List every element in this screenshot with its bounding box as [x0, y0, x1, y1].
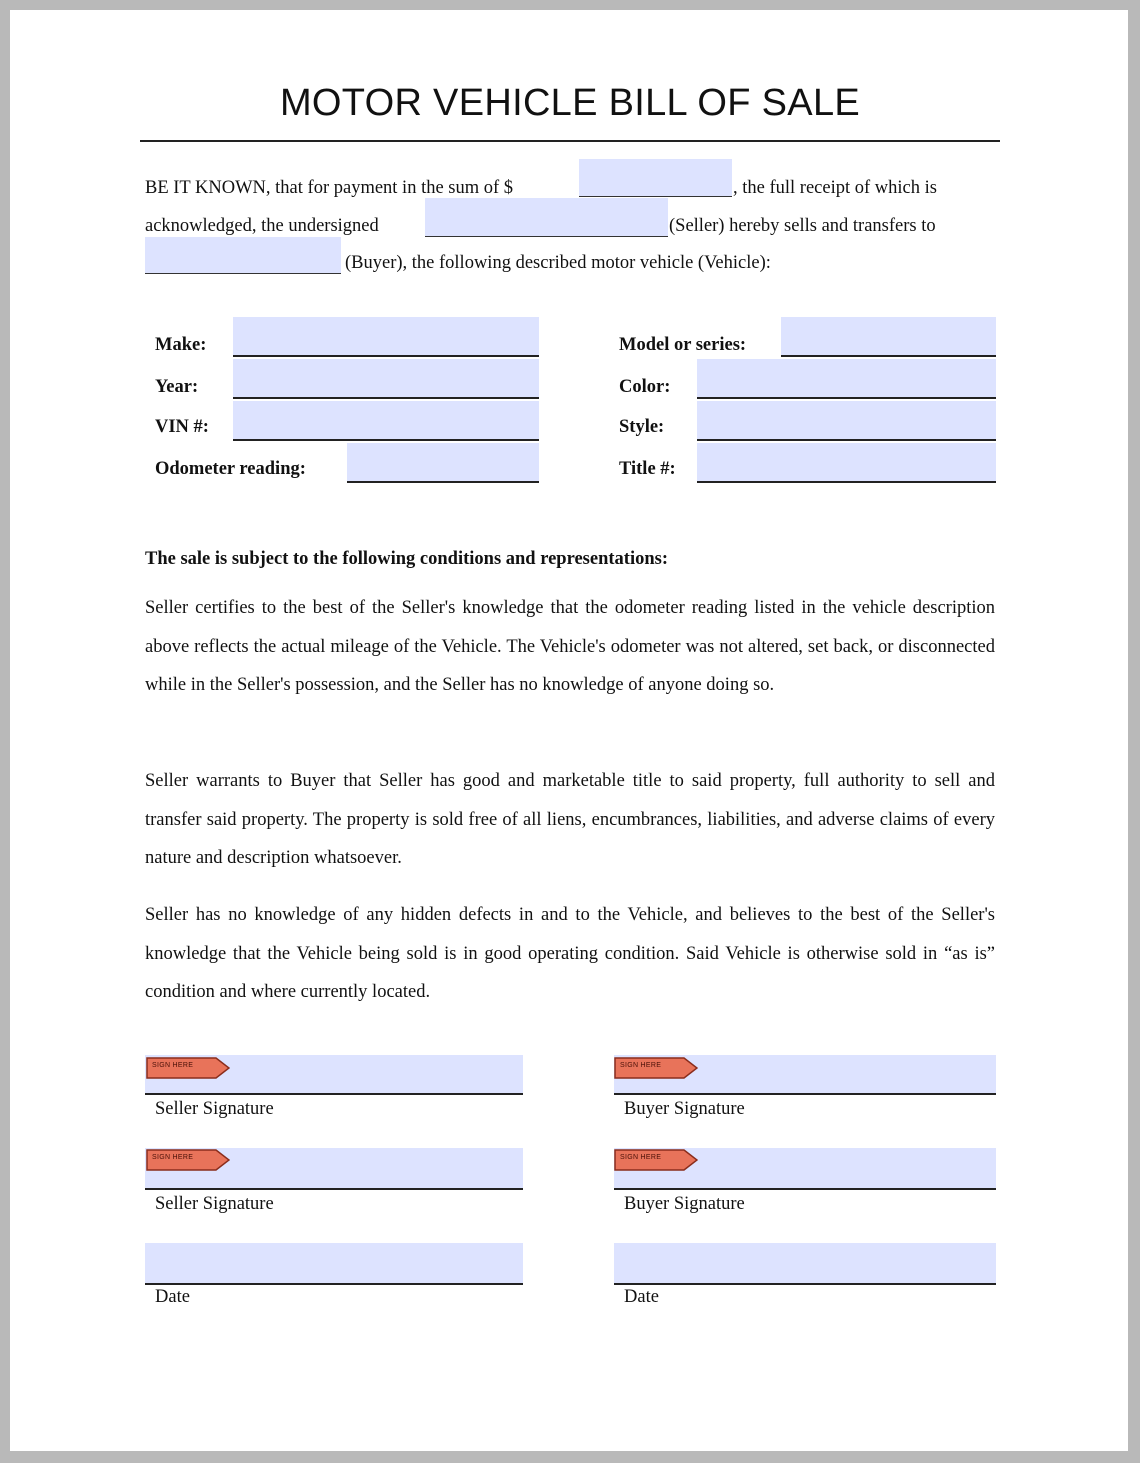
payment-amount-field[interactable]	[579, 159, 732, 197]
year-label: Year:	[155, 377, 199, 397]
title-number-field[interactable]	[697, 443, 996, 483]
style-field[interactable]	[697, 401, 996, 441]
buyer-name-underline	[145, 273, 341, 274]
title-rule	[140, 140, 1000, 142]
seller-name-field[interactable]	[425, 198, 668, 236]
buyer-date-label: Date	[624, 1287, 659, 1307]
sign-here-text: SIGN HERE	[620, 1154, 662, 1161]
payment-amount-underline	[579, 196, 732, 197]
odometer-label: Odometer reading:	[155, 459, 306, 479]
buyer-date-field[interactable]	[614, 1243, 996, 1285]
vin-field[interactable]	[233, 401, 539, 441]
document-title: MOTOR VEHICLE BILL OF SALE	[279, 82, 861, 124]
model-field[interactable]	[781, 317, 996, 357]
title-warranty-paragraph: Seller warrants to Buyer that Seller has good and marketable title to said property, full authority to sell and transfer said property. The property is sold free of all liens, encumbrances, liabilities, and adverse claims of every nature and description whatsoever.	[145, 771, 995, 868]
seller-signature-label-1: Seller Signature	[155, 1099, 274, 1119]
vin-label: VIN #:	[155, 417, 209, 437]
year-field[interactable]	[233, 359, 539, 399]
sign-here-text: SIGN HERE	[620, 1062, 662, 1069]
sign-here-text: SIGN HERE	[152, 1062, 194, 1069]
intro-text-4: (Seller) hereby sells and transfers to	[669, 216, 936, 236]
color-field[interactable]	[697, 359, 996, 399]
intro-text-3: acknowledged, the undersigned	[145, 216, 379, 236]
buyer-signature-label-1: Buyer Signature	[624, 1099, 745, 1119]
seller-name-underline	[425, 236, 668, 237]
condition-paragraph: Seller has no knowledge of any hidden defects in and to the Vehicle, and believes to the best of the Seller's knowledge that the Vehicle being sold is in good operating condition. Said Vehicle is otherwise sold in “as is” condition and where currently located.	[145, 905, 995, 1002]
buyer-signature-label-2: Buyer Signature	[624, 1194, 745, 1214]
conditions-heading: The sale is subject to the following conditions and representations:	[145, 549, 668, 569]
color-label: Color:	[619, 377, 671, 397]
make-label: Make:	[155, 335, 207, 355]
odometer-paragraph: Seller certifies to the best of the Seller's knowledge that the odometer reading listed in the vehicle description above reflects the actual mileage of the Vehicle. The Vehicle's odometer was not altered, set back, or disconnected while in the Seller's possession, and the Seller has no knowledge of anyone doing so.	[145, 598, 995, 695]
make-field[interactable]	[233, 317, 539, 357]
intro-text-2: , the full receipt of which is	[733, 178, 937, 198]
seller-date-field[interactable]	[145, 1243, 523, 1285]
sign-here-text: SIGN HERE	[152, 1154, 194, 1161]
odometer-field[interactable]	[347, 443, 539, 483]
model-label: Model or series:	[619, 335, 747, 355]
title-number-label: Title #:	[619, 459, 676, 479]
buyer-name-field[interactable]	[145, 237, 341, 273]
intro-text-5: (Buyer), the following described motor vehicle (Vehicle):	[345, 253, 771, 273]
style-label: Style:	[619, 417, 665, 437]
seller-signature-label-2: Seller Signature	[155, 1194, 274, 1214]
intro-text-1: BE IT KNOWN, that for payment in the sum of $	[145, 178, 514, 198]
seller-date-label: Date	[155, 1287, 190, 1307]
